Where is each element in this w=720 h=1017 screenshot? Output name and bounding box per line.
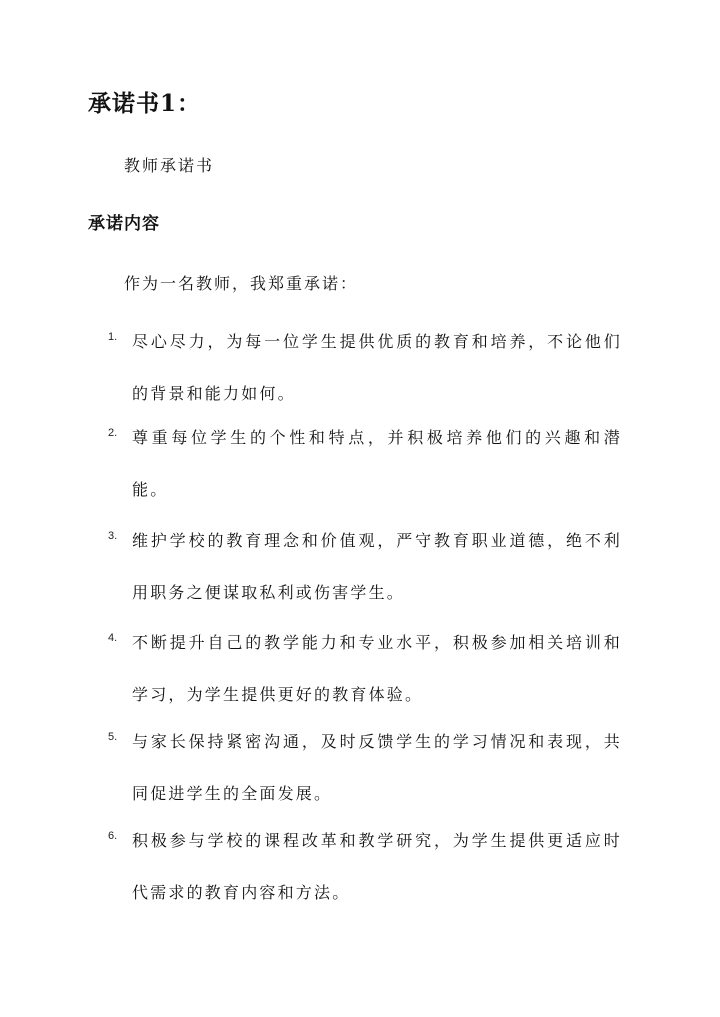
item-number: 2. [108, 427, 118, 439]
item-text: 积极参与学校的课程改革和教学研究，为学生提供更适应时代需求的教育内容和方法。 [132, 831, 622, 902]
document-subtitle: 教师承诺书 [124, 156, 215, 175]
item-number: 6. [108, 830, 118, 842]
item-text: 尽心尽力，为每一位学生提供优质的教育和培养，不论他们的背景和能力如何。 [132, 332, 622, 403]
item-text: 尊重每位学生的个性和特点，并积极培养他们的兴趣和潜能。 [132, 428, 622, 499]
item-number: 3. [108, 530, 118, 542]
item-number: 4. [108, 632, 118, 644]
item-text: 与家长保持紧密沟通，及时反馈学生的学习情况和表现，共同促进学生的全面发展。 [132, 732, 622, 803]
document-title: 承诺书1： [88, 90, 202, 117]
item-text: 维护学校的教育理念和价值观，严守教育职业道德，绝不利用职务之便谋取私利或伤害学生。 [132, 531, 622, 602]
item-number: 5. [108, 731, 118, 743]
item-number: 1. [108, 331, 118, 343]
intro-paragraph: 作为一名教师，我郑重承诺： [124, 274, 359, 293]
section-heading: 承诺内容 [88, 214, 160, 234]
item-text: 不断提升自己的教学能力和专业水平，积极参加相关培训和学习，为学生提供更好的教育体验。 [132, 633, 622, 704]
